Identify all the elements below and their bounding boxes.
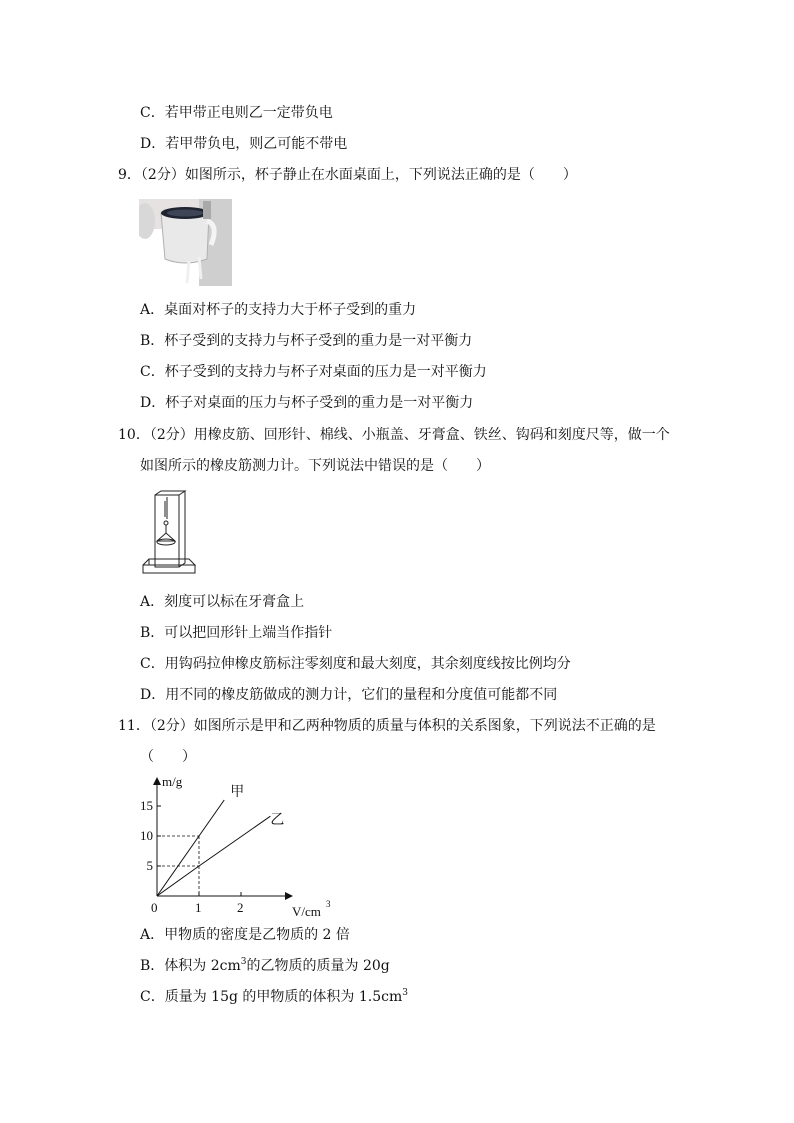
q11-option-b bbox=[140, 957, 390, 975]
q10-option-a: A．刻度可以标在牙膏盒上 bbox=[140, 594, 305, 610]
q9-stem: 9．（2分）如图所示，杯子静止在水面桌面上，下列说法正确的是（ ） bbox=[118, 167, 577, 183]
q11-option-b-pre: B．体积为 2cm bbox=[140, 958, 241, 974]
q11-option-b-post: 的乙物质的质量为 20g bbox=[246, 958, 390, 974]
q10-option-c: C．用钩码拉伸橡皮筋标注零刻度和最大刻度，其余刻度线按比例均分 bbox=[140, 656, 571, 672]
x-tick-label-1: 2 bbox=[237, 900, 244, 915]
q11-option-b-sup: 3 bbox=[240, 957, 247, 967]
cup-photo bbox=[139, 199, 232, 286]
series-label-0: 甲 bbox=[230, 785, 245, 800]
q11-option-c-pre: C．质量为 15g 的甲物质的体积为 1.5cm bbox=[140, 989, 403, 1005]
q9-option-b: B．杯子受到的支持力与杯子受到的重力是一对平衡力 bbox=[140, 333, 473, 349]
rubber-band-force-meter-figure bbox=[139, 489, 199, 579]
mass-volume-chart bbox=[136, 770, 336, 920]
q10-stem-line1: 10．（2分）用橡皮筋、回形针、棉线、小瓶盖、牙膏盒、铁丝、钩码和刻度尺等，做一个 bbox=[118, 427, 670, 443]
y-tick-label-2: 15 bbox=[140, 798, 153, 813]
q11-option-a: A．甲物质的密度是乙物质的 2 倍 bbox=[140, 927, 350, 943]
q9-option-a: A．桌面对杯子的支持力大于杯子受到的重力 bbox=[140, 302, 417, 318]
series-line-0 bbox=[157, 800, 224, 896]
y-tick-label-1: 10 bbox=[140, 828, 153, 843]
q8-option-c: C．若甲带正电则乙一定带负电 bbox=[140, 105, 333, 121]
series-line-1 bbox=[157, 816, 270, 896]
q11-option-c-sup: 3 bbox=[402, 988, 408, 998]
y-axis-label: m/g bbox=[162, 774, 183, 789]
q10-stem-line2: 如图所示的橡皮筋测力计。下列说法中错误的是（ ） bbox=[140, 458, 490, 474]
origin-label: 0 bbox=[151, 900, 158, 915]
q8-option-d: D．若甲带负电，则乙可能不带电 bbox=[140, 136, 348, 152]
q11-option-c bbox=[140, 988, 408, 1006]
q10-option-d: D．用不同的橡皮筋做成的测力计，它们的量程和分度值可能都不同 bbox=[140, 687, 558, 703]
q10-option-b: B．可以把回形针上端当作指针 bbox=[140, 625, 333, 641]
q9-option-c: C．杯子受到的支持力与杯子对桌面的压力是一对平衡力 bbox=[140, 364, 487, 380]
q9-option-d: D．杯子对桌面的压力与杯子受到的重力是一对平衡力 bbox=[140, 395, 474, 411]
x-axis-label: V/cm bbox=[292, 904, 321, 919]
q11-stem-line2: （ ） bbox=[140, 749, 196, 765]
y-tick-label-0: 5 bbox=[146, 858, 153, 873]
x-tick-label-0: 1 bbox=[195, 900, 202, 915]
q11-stem-line1: 11．（2分）如图所示是甲和乙两种物质的质量与体积的关系图象，下列说法不正确的是 bbox=[118, 718, 656, 734]
x-axis-label-sup: 3 bbox=[326, 899, 331, 909]
series-label-1: 乙 bbox=[270, 813, 285, 829]
